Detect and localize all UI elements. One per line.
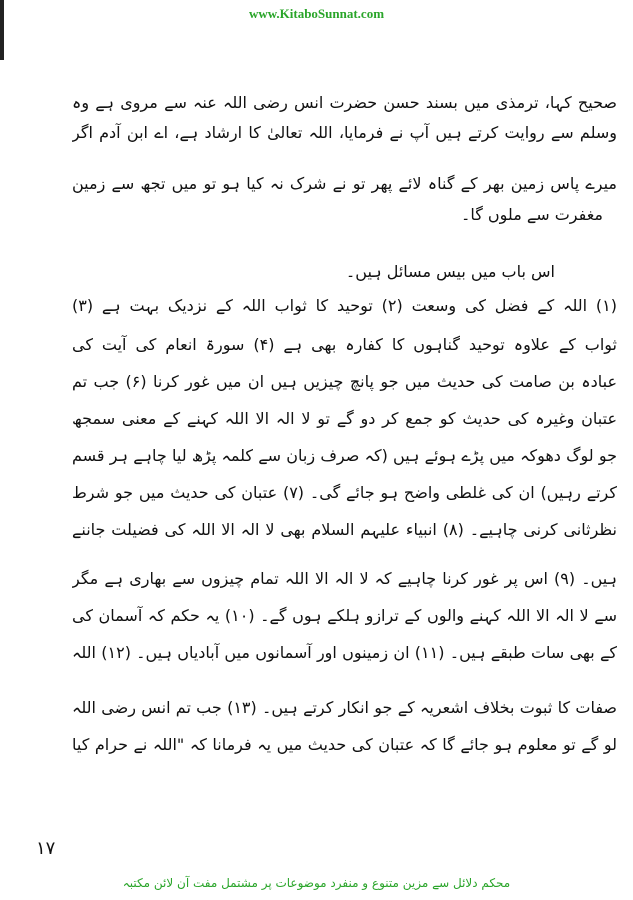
page-number: ۱۷ [36,838,56,859]
text-line: ہیں۔ (۹) اس پر غور کرنا چاہیے کہ لا الہ الا اللہ تمام چیزوں سے بھاری ہے مگر [72,569,617,588]
text-line: (۱) اللہ کے فضل کی وسعت (۲) توحید کا ثواب اللہ کے نزدیک بہت ہے (۳) [72,296,617,315]
footer-tagline: محکم دلائل سے مزین متنوع و منفرد موضوعات پر مشتمل مفت آن لائن مکتبہ [122,876,511,890]
site-watermark-link[interactable]: www.KitaboSunnat.com [248,6,385,21]
text-line: وسلم سے روایت کرتے ہیں آپ نے فرمایا، اللہ تعالیٰ کا ارشاد ہے، اے ابن آدم اگر [72,123,617,142]
text-line: صفات کا ثبوت بخلاف اشعریہ کے جو انکار کرتے ہیں۔ (۱۳) جب تم انس رضی اللہ [72,698,617,717]
text-line: صحیح کہا، ترمذی میں بسند حسن حضرت انس رضی اللہ عنہ سے مروی ہے وہ [72,93,617,112]
text-line: سے لا الہ الا اللہ کہنے والوں کے ترازو ہلکے ہوں گے۔ (۱۰) یہ حکم کہ آسمان کی [72,606,617,625]
text-line: کرتے رہیں) ان کی غلطی واضح ہو جائے گی۔ (۷) عتبان کی حدیث میں جو شرط [72,483,617,502]
text-line: لو گے تو معلوم ہو جائے گا کہ عتبان کی حدیث میں یہ فرمانا کہ "اللہ نے حرام کیا [72,735,617,754]
text-line: جو لوگ دھوکہ میں پڑے ہوئے ہیں (کہ صرف زبان سے کلمہ پڑھ لیا چاہے ہر قسم [72,446,617,465]
text-line: میرے پاس زمین بھر کے گناہ لائے پھر تو نے شرک نہ کیا ہو تو میں تجھ سے زمین [72,174,617,193]
text-line: نظرثانی کرنی چاہیے۔ (۸) انبیاء علیہم السلام بھی لا الہ الا اللہ کی فضیلت جاننے [72,520,617,539]
text-line: کے بھی سات طبقے ہیں۔ (۱۱) ان زمینوں اور آسمانوں میں آبادیاں ہیں۔ (۱۲) اللہ [72,643,617,662]
text-line: مغفرت سے ملوں گا۔ [460,205,603,224]
text-line: عتبان وغیرہ کی حدیث کو جمع کر دو گے تو لا الہ الا اللہ کہنے کے معنی سمجھ [72,409,617,428]
section-heading: اس باب میں بیس مسائل ہیں۔ [345,262,555,281]
text-line: ثواب کے علاوہ توحید گناہوں کا کفارہ بھی ہے (۴) سورۃ انعام کی آیت کی [72,335,617,354]
text-line: عبادہ بن صامت کی حدیث میں جو پانچ چیزیں ہیں ان میں غور کرنا (۶) جب تم [72,372,617,391]
